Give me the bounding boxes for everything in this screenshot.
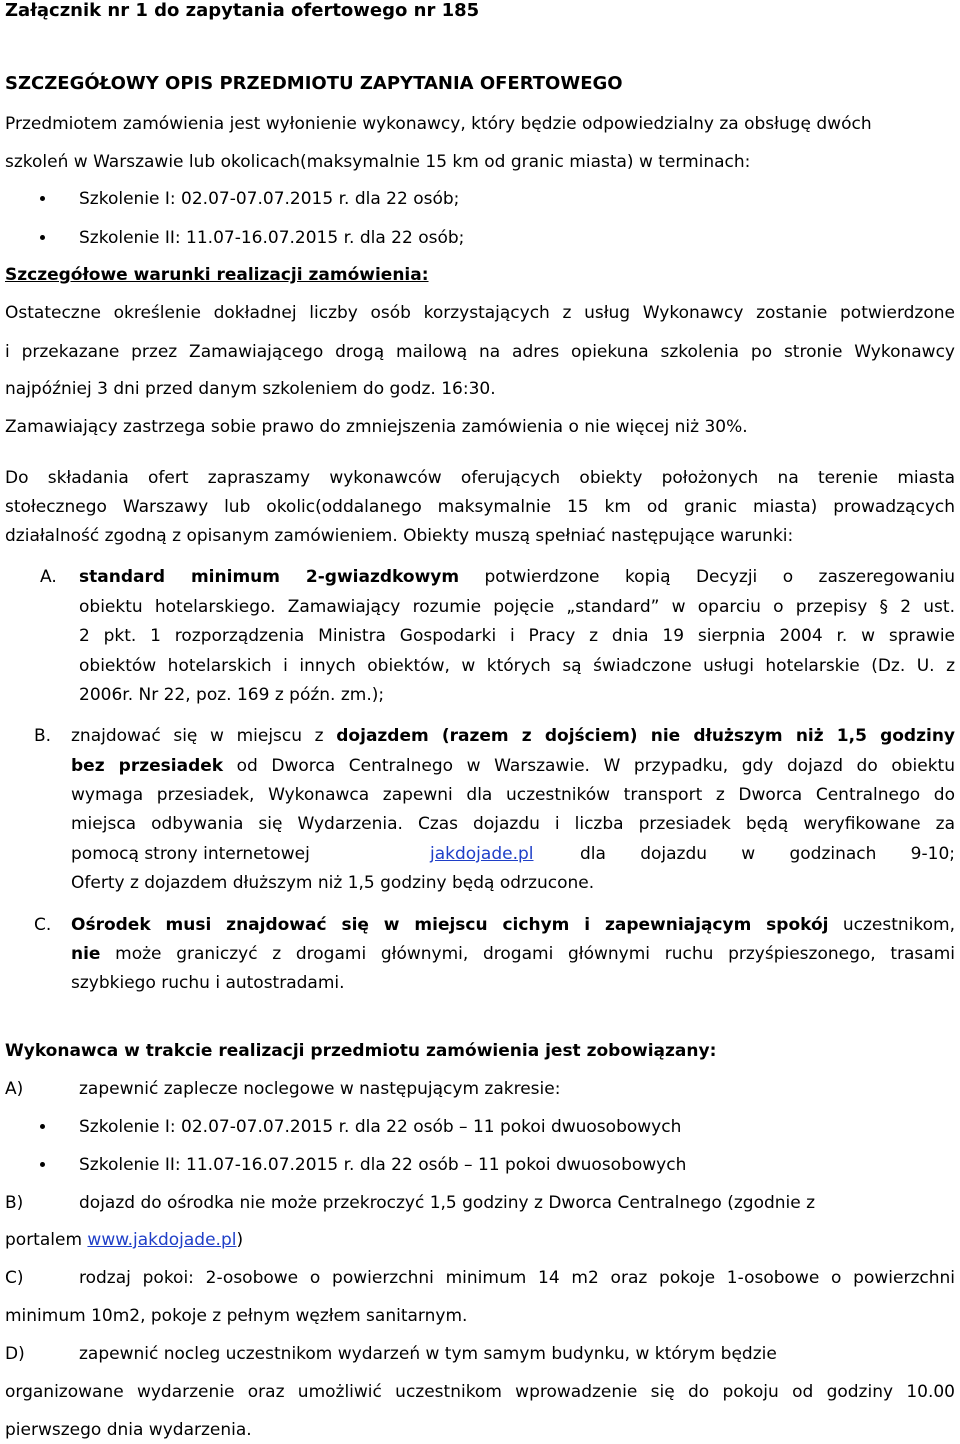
bullet-icon bbox=[40, 196, 45, 201]
obligation-d-marker: D) bbox=[5, 1344, 25, 1364]
bullet-icon bbox=[40, 1162, 45, 1167]
conditions-p3-line-2: stołecznego Warszawy lub okolic(oddalanego maksymalnie 15 km od granic miasta) prowadzących bbox=[5, 497, 955, 517]
item-b-line-4: miejsca odbywania się Wydarzenia. Czas dojazdu i liczba przesiadek będą weryfikowane za bbox=[71, 814, 955, 834]
conditions-p3-line-3: działalność zgodną z opisanym zamówieniem. Obiekty muszą spełniać następujące warunki: bbox=[5, 526, 794, 546]
obligation-a-bullet-1: Szkolenie I: 02.07-07.07.2015 r. dla 22 osób – 11 pokoi dwuosobowych bbox=[79, 1117, 682, 1137]
attachment-title: Załącznik nr 1 do zapytania ofertowego nr 185 bbox=[5, 0, 480, 21]
item-b-line-1-pre: znajdować się w miejscu z bbox=[71, 726, 337, 746]
jakdojade-www-link[interactable]: www.jakdojade.pl bbox=[87, 1230, 237, 1250]
bullet-icon bbox=[40, 1124, 45, 1129]
conditions-p1-line-1: Ostateczne określenie dokładnej liczby osób korzystających z usług Wykonawcy zostanie potwierdzone bbox=[5, 303, 955, 323]
item-b-line-2 bbox=[71, 755, 955, 777]
item-b-line-6: Oferty z dojazdem dłuższym niż 1,5 godziny będą odrzucone. bbox=[71, 873, 595, 893]
item-c-line-2-rest: może graniczyć z drogami głównymi, drogami głównymi ruchu przyśpieszonego, trasami bbox=[100, 944, 955, 964]
training-1-item: Szkolenie I: 02.07-07.07.2015 r. dla 22 osób; bbox=[79, 189, 460, 209]
intro-line-1: Przedmiotem zamówienia jest wyłonienie wykonawcy, który będzie odpowiedzialny za obsługę dwóch bbox=[5, 114, 872, 134]
item-a-line-2: obiektu hotelarskiego. Zamawiający rozumie pojęcie „standard” w oparciu o przepisy § 2 ust. bbox=[79, 597, 955, 617]
obligation-a-bullet-2: Szkolenie II: 11.07-16.07.2015 r. dla 22 osób – 11 pokoi dwuosobowych bbox=[79, 1155, 687, 1175]
conditions-p3-line-1: Do składania ofert zapraszamy wykonawców oferujących obiekty położonych na terenie miasta bbox=[5, 468, 955, 488]
jakdojade-link[interactable] bbox=[430, 843, 534, 865]
item-c-line-3: szybkiego ruchu i autostradami. bbox=[71, 973, 345, 993]
item-c-line-1-bold: Ośrodek musi znajdować się w miejscu cichym i zapewniającym spokój bbox=[71, 915, 829, 935]
jakdojade-link-text[interactable]: jakdojade.pl bbox=[430, 844, 534, 864]
training-2-item: Szkolenie II: 11.07-16.07.2015 r. dla 22 osób; bbox=[79, 228, 465, 248]
item-b-line-1-bold: dojazdem (razem z dojściem) nie dłuższym niż 1,5 godziny bbox=[336, 726, 956, 746]
item-b-line-2-rest: od Dworca Centralnego w Warszawie. W przypadku, gdy dojazd do obiektu bbox=[223, 756, 955, 776]
item-c-line-2-bold: nie bbox=[71, 944, 101, 964]
obligation-b-line-2-post: ) bbox=[236, 1230, 244, 1250]
obligation-c-marker: C) bbox=[5, 1268, 24, 1288]
obligation-b-line-1: dojazd do ośrodka nie może przekroczyć 1,5 godziny z Dworca Centralnego (zgodnie z bbox=[79, 1193, 816, 1213]
obligation-d-line-3: pierwszego dnia wydarzenia. bbox=[5, 1420, 252, 1440]
obligation-c-line-2: minimum 10m2, pokoje z pełnym węzłem sanitarnym. bbox=[5, 1306, 468, 1326]
conditions-p1-line-3: najpóźniej 3 dni przed danym szkoleniem do godz. 16:30. bbox=[5, 379, 496, 399]
item-b-line-3: wymaga przesiadek, Wykonawca zapewni dla uczestników transport z Dworca Centralnego do bbox=[71, 785, 955, 805]
item-c-line-1-rest: uczestnikom, bbox=[828, 915, 956, 935]
intro-line-2: szkoleń w Warszawie lub okolicach(maksymalnie 15 km od granic miasta) w terminach: bbox=[5, 152, 751, 172]
item-a-line-3: 2 pkt. 1 rozporządzenia Ministra Gospodarki i Pracy z dnia 19 sierpnia 2004 r. w sprawie bbox=[79, 626, 955, 646]
item-b-line-5-post: dla dojazdu w godzinach 9-10; bbox=[580, 844, 955, 864]
item-a-line-1 bbox=[79, 566, 955, 588]
obligation-d-line-2: organizowane wydarzenie oraz umożliwić uczestnikom wprowadzenie się do pokoju od godziny 10.00 bbox=[5, 1382, 955, 1402]
obligation-c-line-1: rodzaj pokoi: 2-osobowe o powierzchni minimum 14 m2 oraz pokoje 1-osobowe o powierzchni bbox=[79, 1268, 955, 1288]
document-title: SZCZEGÓŁOWY OPIS PRZEDMIOTU ZAPYTANIA OFERTOWEGO bbox=[5, 73, 623, 94]
obligation-b-line-2 bbox=[5, 1229, 243, 1251]
conditions-heading: Szczegółowe warunki realizacji zamówienia: bbox=[5, 265, 429, 285]
obligation-b-marker: B) bbox=[5, 1193, 24, 1213]
item-b-line-5-pre: pomocą strony internetowej bbox=[71, 844, 310, 864]
obligation-a-text: zapewnić zaplecze noclegowe w następującym zakresie: bbox=[79, 1079, 561, 1099]
item-a-bold: standard minimum 2-gwiazdkowym bbox=[79, 567, 460, 587]
item-a-marker: A. bbox=[40, 567, 57, 587]
item-b-line-2-bold: bez przesiadek bbox=[71, 756, 224, 776]
obligation-a-marker: A) bbox=[5, 1079, 24, 1099]
conditions-p1-line-2: i przekazane przez Zamawiającego drogą mailową na adres opiekuna szkolenia po stronie Wykonawcy bbox=[5, 342, 955, 362]
item-a-line-4: obiektów hotelarskich i innych obiektów, w których są świadczone usługi hotelarskie (Dz. U. z bbox=[79, 656, 955, 676]
item-a-line-5: 2006r. Nr 22, poz. 169 z późn. zm.); bbox=[79, 685, 385, 705]
bullet-icon bbox=[40, 235, 45, 240]
item-b-marker: B. bbox=[34, 726, 52, 746]
obligations-heading: Wykonawca w trakcie realizacji przedmiotu zamówienia jest zobowiązany: bbox=[5, 1041, 717, 1061]
item-c-line-2 bbox=[71, 943, 955, 965]
obligation-b-line-2-pre: portalem bbox=[5, 1230, 88, 1250]
item-b-line-1 bbox=[71, 725, 955, 747]
item-c-marker: C. bbox=[34, 915, 52, 935]
item-c-line-1 bbox=[71, 914, 955, 936]
conditions-p2: Zamawiający zastrzega sobie prawo do zmniejszenia zamówienia o nie więcej niż 30%. bbox=[5, 417, 748, 437]
obligation-d-line-1: zapewnić nocleg uczestnikom wydarzeń w tym samym budynku, w którym będzie bbox=[79, 1344, 777, 1364]
item-a-line-1-rest: potwierdzone kopią Decyzji o zaszeregowaniu bbox=[459, 567, 955, 587]
